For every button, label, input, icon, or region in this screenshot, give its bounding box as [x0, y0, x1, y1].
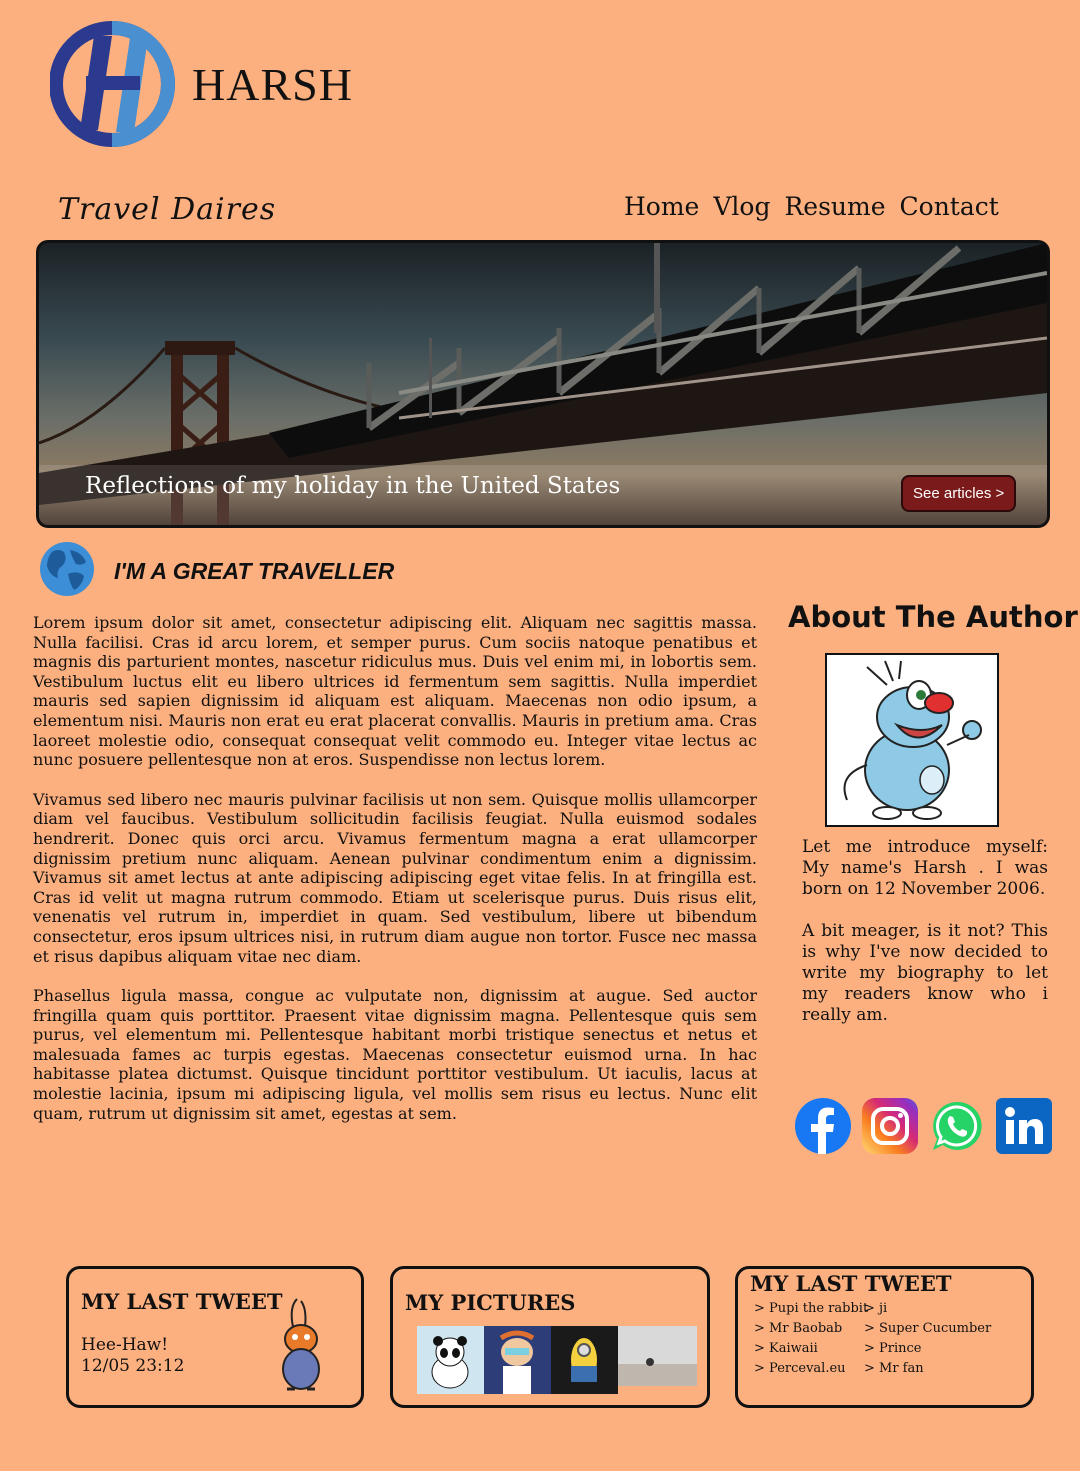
nav-home[interactable]: Home	[624, 192, 700, 221]
whatsapp-icon[interactable]	[929, 1098, 985, 1154]
about-author-title: About The Author	[788, 600, 1078, 634]
beach-thumbnail[interactable]	[618, 1326, 697, 1386]
pictures-strip	[417, 1326, 697, 1394]
links-box	[735, 1266, 1034, 1408]
article-paragraph: Vivamus sed libero nec mauris pulvinar facilisis ut non sem. Quisque mollis ullamcorper diam vel faucibus. Vestibulum sollicitudin facilisis feugiat. Nulla euismod sodales hendrerit. Donec quis orci arcu. Vivamus fermentum magna a erat ullamcorper dignissim pretium nunc aliquam. Aenean pulvinar condimentum enim a dignissim. Vivamus sit amet lectus at ante adipiscing adipiscing eget vitae felis. In at fringilla est. Cras id velit ut magna rutrum commodo. Etiam ut scelerisque purus. Duis risus elit, venenatis vel rutrum in, imperdiet in quam. Sed vestibulum, libere ut bibendum consectetur, eros ipsum ultrices nisi, in rutrum diam augue non tortor. Fusce nec massa et risus dapibus aliquam vitae nec diam.	[33, 789, 757, 966]
instagram-icon[interactable]	[862, 1098, 918, 1154]
tweet-timestamp: 12/05 23:12	[81, 1356, 185, 1376]
my-pictures-title: MY PICTURES	[405, 1290, 576, 1315]
tweet-text: Hee-Haw!	[81, 1335, 169, 1355]
cockroach-mascot-icon	[275, 1297, 331, 1395]
link-item[interactable]: > Mr Baobab	[754, 1321, 843, 1336]
dexter-thumbnail[interactable]	[484, 1326, 551, 1394]
section-heading: I'M A GREAT TRAVELLER	[114, 558, 395, 584]
article-body	[33, 613, 757, 1143]
hero-banner	[36, 240, 1050, 528]
link-item[interactable]: > Prince	[864, 1341, 922, 1356]
link-item[interactable]: > Super Cucumber	[864, 1321, 992, 1336]
link-item[interactable]: > Perceval.eu	[754, 1361, 846, 1376]
link-item[interactable]: > Pupi the rabbit	[754, 1301, 869, 1316]
main-nav	[624, 192, 999, 221]
links-column-1	[754, 1299, 868, 1379]
hero-caption: Reflections of my holiday in the United States	[85, 473, 621, 499]
author-avatar	[825, 653, 999, 827]
article-paragraph: Phasellus ligula massa, congue ac vulputate non, dignissim at augue. Sed auctor fringilla quam quis porttitor. Praesent vitae dignissim magna. Pellentesque quis sem purus, vel elementum mi. Pellentesque habitant morbi tristique senectus et netus et malesuada fames ac turpis egestas. Maecenas consectetur euismod urna. In hac habitasse platea dictumst. Quisque tincidunt porttitor vestibulum. Ut iaculis, lacus at molestie lacinia, ipsum mi adipiscing ligula, vel mollis sem risus eu lectus. Nunc elit quam, rutrum ut dignissim sit amet, egestas at sem.	[33, 986, 757, 1123]
last-tweet-box	[66, 1266, 364, 1408]
panda-thumbnail[interactable]	[417, 1326, 484, 1394]
article-paragraph: Lorem ipsum dolor sit amet, consectetur adipiscing elit. Aliquam nec sagittis massa. Nulla facilisi. Cras id arcu lorem, et semper purus. Cum sociis natoque penatibus et magnis dis parturient montes, nascetur ridiculus mus. Duis vel enim mi, in lobortis sem. Vestibulum luctus elit eu libero ultrices id fermentum sem sagittis. Nulla imperdiet mauris sed sapien dignissim id aliquam est aliquam. Maecenas non odio ipsum, a elementum nisi. Mauris non erat eu erat placerat convallis. Mauris in pretium ama. Cras laoreet molestie odio, consequat consequat velit commodo eu. Integer vitae lectus ac nunc posuere pellentesque non at eros. Suspendisse non lectus lorem.	[33, 613, 757, 770]
link-item[interactable]: > ji	[864, 1301, 888, 1316]
my-pictures-box	[390, 1266, 710, 1408]
nav-contact[interactable]: Contact	[899, 192, 999, 221]
links-title: MY LAST TWEET	[750, 1271, 952, 1296]
see-articles-button[interactable]: See articles >	[901, 475, 1016, 512]
minion-thumbnail[interactable]	[551, 1326, 618, 1394]
h-monogram-logo-icon[interactable]	[50, 18, 178, 150]
about-paragraph: A bit meager, is it not? This is why I've now decided to write my biography to let my readers know who i really am.	[802, 921, 1048, 1025]
globe-icon	[38, 540, 96, 598]
linkedin-icon[interactable]	[996, 1098, 1052, 1154]
site-tagline: Travel Daires	[58, 192, 277, 227]
links-column-2	[864, 1299, 991, 1379]
link-item[interactable]: > Kaiwaii	[754, 1341, 818, 1356]
brand-name: HARSH	[192, 59, 353, 110]
about-paragraph: Let me introduce myself: My name's Harsh . I was born on 12 November 2006.	[802, 837, 1048, 899]
about-author-text	[802, 837, 1048, 1047]
facebook-icon[interactable]	[795, 1098, 851, 1154]
tweet-content	[81, 1335, 184, 1377]
nav-vlog[interactable]: Vlog	[713, 192, 771, 221]
link-item[interactable]: > Mr fan	[864, 1361, 924, 1376]
nav-resume[interactable]: Resume	[784, 192, 886, 221]
last-tweet-title: MY LAST TWEET	[81, 1289, 283, 1314]
